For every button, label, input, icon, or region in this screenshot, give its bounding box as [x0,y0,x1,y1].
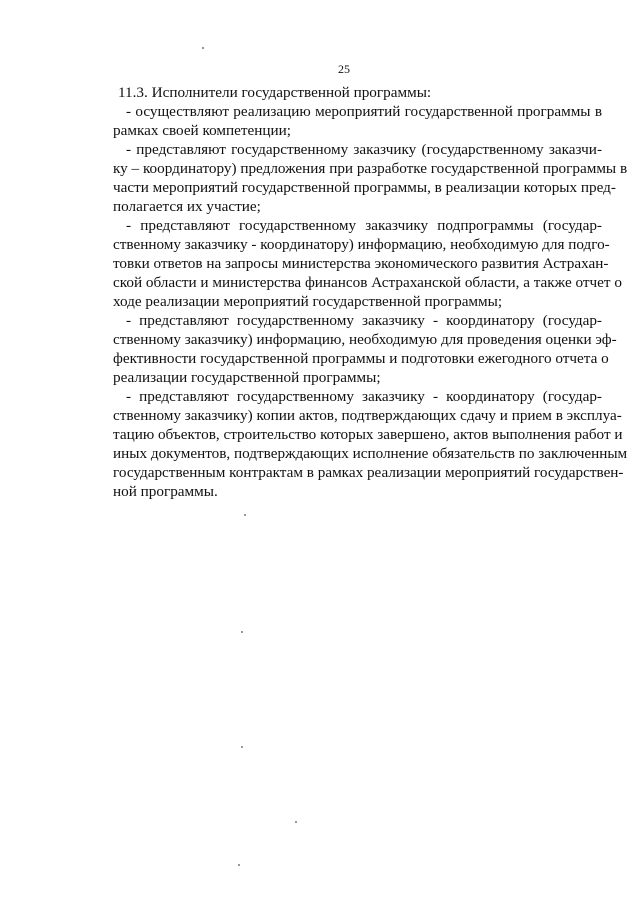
scan-speck [241,631,243,633]
scan-speck [295,821,297,823]
scan-speck [202,47,204,49]
text-line: ку – координатору) предложения при разработке государственной программы в [113,160,628,177]
text-line: ной программы. [113,483,218,500]
text-line: ственному заказчику) информацию, необходимую для проведения оценки эф- [113,331,617,348]
section-heading: 11.3. Исполнители государственной программы: [118,84,432,101]
text-line: государственным контрактам в рамках реализации мероприятий государствен- [113,464,624,481]
text-line: товки ответов на запросы министерства экономического развития Астрахан- [113,255,609,272]
text-line: - осуществляют реализацию мероприятий государственной программы в [126,103,602,120]
text-line: фективности государственной программы и подготовки ежегодного отчета о [113,350,609,367]
text-line: - представляют государственному заказчику - координатору (государ- [126,388,602,405]
text-line: полагается их участие; [113,198,261,215]
text-line: ской области и министерства финансов Астраханской области, а также отчет о [113,274,622,291]
text-line: иных документов, подтверждающих исполнение обязательств по заключенным [113,445,628,462]
text-line: рамках своей компетенции; [113,122,291,139]
page-number: 25 [338,62,350,76]
scan-speck [241,746,243,748]
text-line: ственному заказчику - координатору) информацию, необходимую для подго- [113,236,610,253]
text-line: тацию объектов, строительство которых завершено, актов выполнения работ и [113,426,623,443]
scan-speck [244,514,246,516]
text-line: - представляют государственному заказчику подпрограммы (государ- [126,217,602,234]
text-line: реализации государственной программы; [113,369,381,386]
scan-speck [238,864,240,866]
text-line: ходе реализации мероприятий государственной программы; [113,293,503,310]
text-line: - представляют государственному заказчику - координатору (государ- [126,312,602,329]
text-line: ственному заказчику) копии актов, подтверждающих сдачу и прием в эксплуа- [113,407,622,424]
text-line: части мероприятий государственной программы, в реализации которых пред- [113,179,616,196]
text-line: - представляют государственному заказчику (государственному заказчи- [126,141,602,158]
